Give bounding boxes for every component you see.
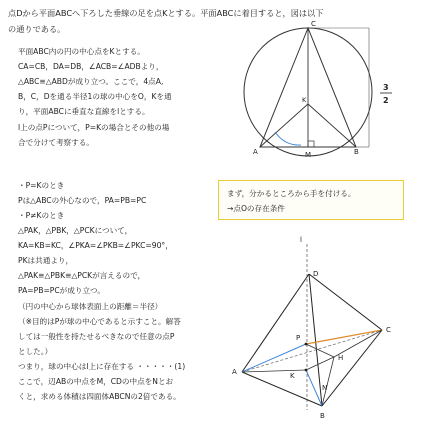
label-k: K: [302, 96, 307, 104]
dimension-numerator: 3: [383, 83, 389, 92]
text-line: り，平面ABCに垂直な直線をlとする。: [18, 107, 150, 116]
intro-line-1: 点Dから平面ABCへ下ろした垂線の足を点Kとする。平面ABCに着目すると，図は以下: [8, 8, 324, 18]
text-line: ・P=Kのとき: [18, 181, 65, 190]
text-line: Pは△ABCの外心なので，PA=PB=PC: [18, 196, 147, 205]
text-line: PKは共通より，: [18, 256, 74, 265]
text-line: くと，求める体積は四面体ABCNの2倍である。: [18, 392, 181, 401]
text-line: △ABC≡△ABDが成り立つ。ここで，4点A,: [18, 77, 164, 86]
segment-p-c: [306, 330, 382, 344]
label-n: N: [322, 384, 328, 392]
edge-a-c: [242, 330, 382, 372]
label-k: K: [290, 372, 295, 380]
label-c: C: [386, 326, 391, 334]
text-line: 合で分けて考察する。: [18, 138, 94, 147]
text-line: △PAK≡△PBK≡△PCKが言えるので，: [18, 271, 146, 280]
note-line-1: まず，分かるところから手を付ける。: [227, 189, 356, 198]
text-line: つまり，球の中心はl上に存在する ・・・・・(1): [18, 362, 186, 371]
note-line-2: →点Oの存在条件: [227, 204, 285, 213]
edge-d-b: [309, 274, 322, 406]
label-c: C: [311, 20, 316, 28]
text-line: 平面ABC内の円の中心点をKとする。: [18, 47, 145, 56]
label-p: P: [296, 334, 301, 342]
label-a: A: [253, 148, 258, 156]
right-angle-mark: [308, 141, 314, 147]
label-m: M: [305, 151, 312, 159]
note-box: [218, 180, 404, 220]
intro-line-2: の通りである。: [8, 24, 66, 34]
circle-triangle-figure: [245, 18, 405, 168]
label-d: D: [313, 270, 319, 278]
edge-a-b: [242, 372, 322, 406]
text-line: l上の点Pについて，P=Kの場合とその他の場: [18, 123, 170, 132]
text-line: B，C，Dを通る半径1の球の中心をO，Kを通: [18, 92, 172, 101]
segment-k-h: [306, 357, 334, 370]
text-line: CA=CB，DA=DB，∠ACB=∠ADBより，: [18, 62, 164, 71]
text-line: PA=PB=PCが成り立つ。: [18, 286, 105, 295]
label-l: l: [300, 236, 302, 244]
blue-arc: [275, 132, 301, 145]
label-h: H: [338, 354, 344, 362]
text-line: とした。）: [18, 347, 53, 356]
label-b: B: [320, 412, 325, 420]
text-line: △PAK，△PBK，△PCKについて，: [18, 226, 133, 235]
line-k-b: [308, 104, 356, 147]
text-line: ・P≠Kのとき: [18, 211, 65, 220]
tetrahedron-figure: [230, 232, 410, 432]
label-a: A: [232, 368, 237, 376]
text-line: （円の中心から球体表面上の距離＝半径）: [18, 302, 163, 311]
text-line: ここで，辺ABの中点をM，CDの中点をNとお: [18, 377, 174, 386]
segment-a-k: [242, 370, 306, 372]
dimension-denominator: 2: [383, 96, 389, 105]
text-line: しては一般性を持たせるべきなので任意の点P: [18, 332, 175, 341]
text-line: （※目的はPが球の中心であると示すこと。解答: [18, 317, 181, 326]
label-b: B: [354, 148, 359, 156]
edge-d-c: [309, 274, 382, 330]
point-p: [305, 343, 308, 346]
point-k: [305, 369, 308, 372]
text-line: KA=KB=KC，∠PKA=∠PKB=∠PKC=90°，: [18, 241, 173, 250]
